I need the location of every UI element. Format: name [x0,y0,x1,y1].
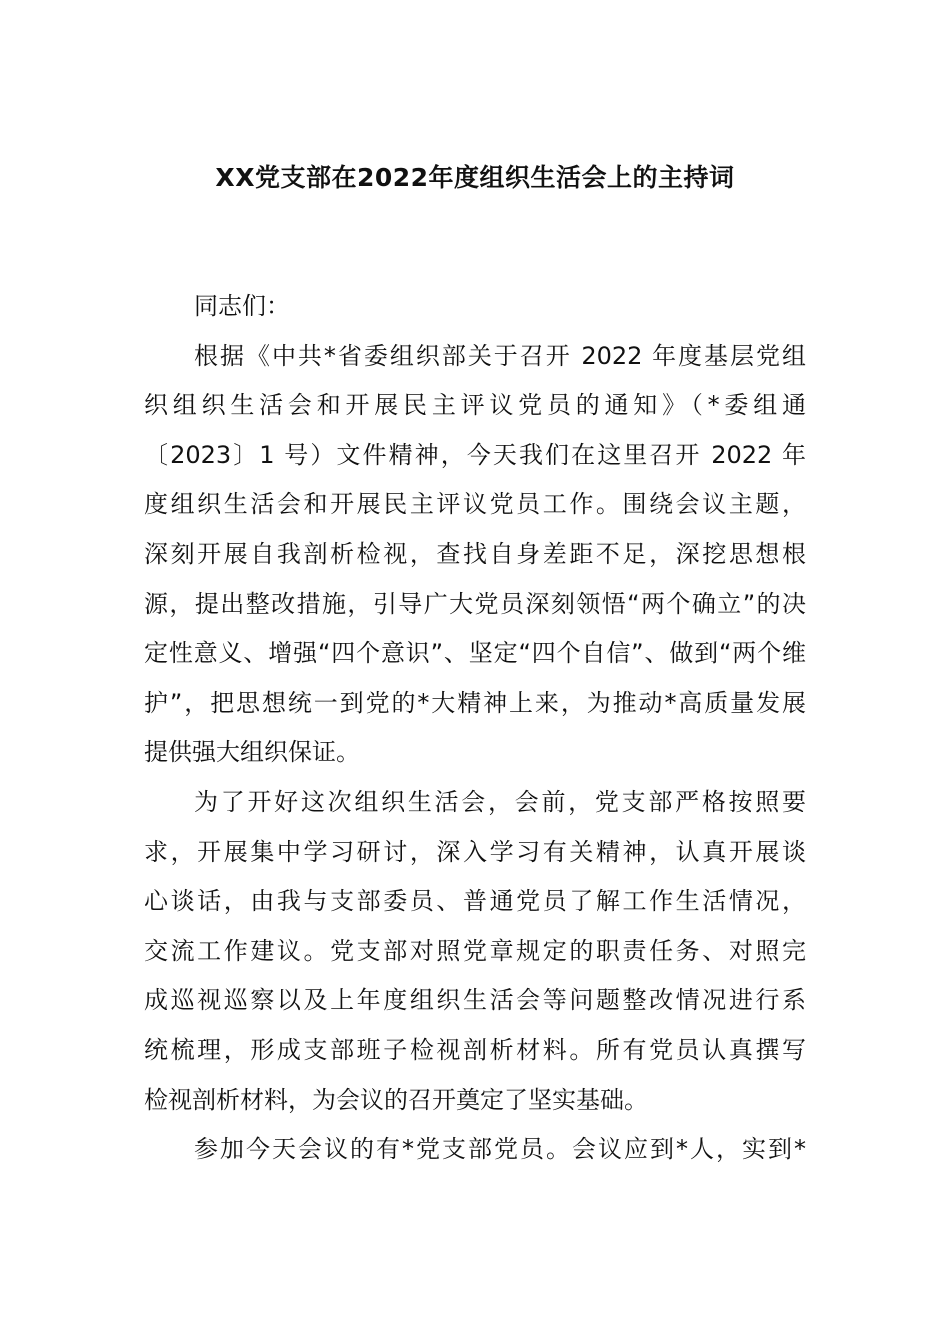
body-line: 统梳理，形成支部班子检视剖析材料。所有党员认真撰写 [144,1035,806,1064]
document-title: XX党支部在2022年度组织生活会上的主持词 [215,163,735,192]
body-line: 护”，把思想统一到党的*大精神上来，为推动*高质量发展 [144,688,806,717]
body-line: 提供强大组织保证。 [144,738,360,767]
body-line: 为了开好这次组织生活会，会前，党支部严格按照要 [194,787,806,816]
body-line: 检视剖析材料，为会议的召开奠定了坚实基础。 [144,1085,648,1114]
body-line: 参加今天会议的有*党支部党员。会议应到*人，实到* [194,1135,806,1164]
body-line: 心谈话，由我与支部委员、普通党员了解工作生活情况， [144,887,806,916]
body-line: 度组织生活会和开展民主评议党员工作。围绕会议主题， [144,490,806,519]
body-line: 求，开展集中学习研讨，深入学习有关精神，认真开展谈 [144,837,806,866]
body-line: 定性意义、增强“四个意识”、坚定“四个自信”、做到“两个维 [144,639,806,668]
body-line: 深刻开展自我剖析检视，查找自身差距不足，深挖思想根 [144,539,806,568]
body-line: 根据《中共*省委组织部关于召开 2022 年度基层党组 [194,341,806,370]
document-body [144,282,806,1175]
body-line: 交流工作建议。党支部对照党章规定的职责任务、对照完 [144,936,806,965]
body-line: 〔2023〕1 号）文件精神，今天我们在这里召开 2022 年 [144,440,806,469]
body-line: 成巡视巡察以及上年度组织生活会等问题整改情况进行系 [144,986,806,1015]
body-line: 同志们： [194,292,290,320]
body-line: 织组织生活会和开展民主评议党员的通知》（*委组通 [144,391,806,420]
body-line: 源，提出整改措施，引导广大党员深刻领悟“两个确立”的决 [144,589,806,618]
